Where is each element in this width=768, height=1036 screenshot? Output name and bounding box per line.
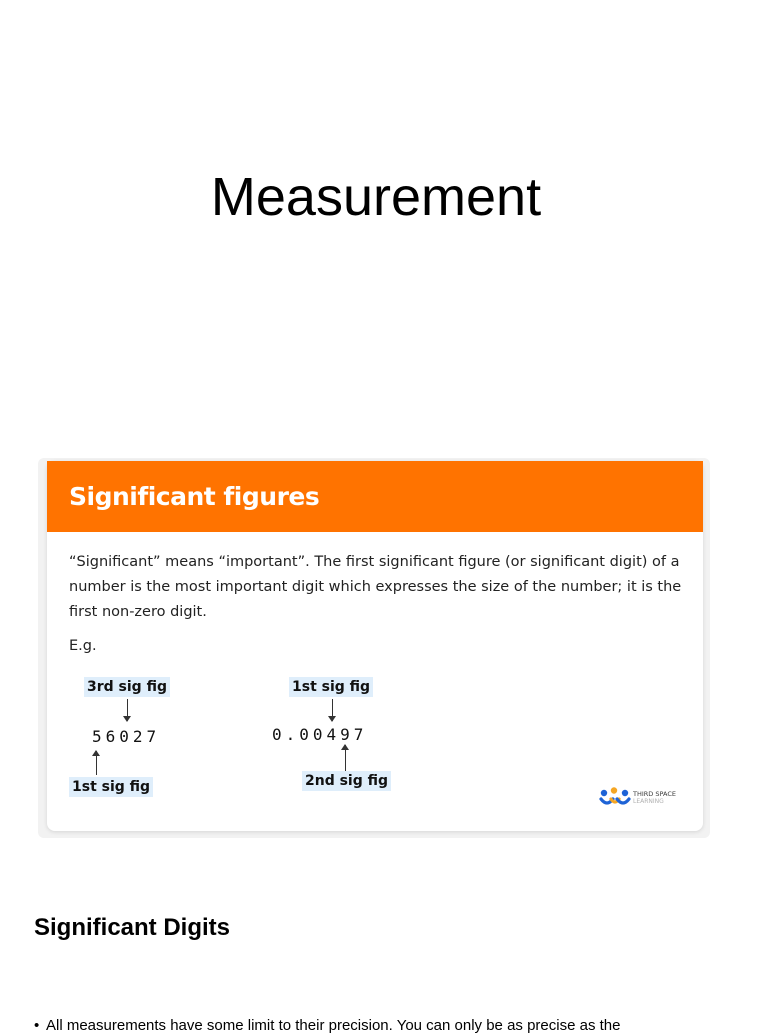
up-arrow-icon (96, 751, 97, 775)
bullet-item (34, 1016, 734, 1036)
down-arrow-icon (127, 699, 128, 721)
bullet-text: All measurements have some limit to their precision. You can only be as precise as the (46, 1017, 621, 1034)
significant-figures-card (47, 461, 703, 831)
third-space-learning-logo (599, 787, 689, 811)
card-title: Significant figures (69, 482, 320, 511)
example2-top-label: 1st sig fig (289, 677, 373, 697)
page-title: Measurement (210, 167, 542, 227)
card-description: “Significant” means “important”. The first significant figure (or significant digit) of a number is the most important digit which expresses the size of the number; it is the first non-zero digit. (69, 554, 682, 620)
section-heading: Significant Digits (34, 914, 231, 941)
example1-bottom-label: 1st sig fig (69, 777, 153, 797)
up-arrow-icon (345, 745, 346, 771)
logo-mark-icon (599, 787, 631, 809)
example1-number: 56027 (92, 727, 161, 746)
bullet-dot: • (34, 1017, 40, 1034)
example-label: E.g. (69, 638, 97, 654)
example2-number: 0.00497 (272, 725, 368, 744)
card-header (47, 461, 703, 532)
logo-text-line2: LEARNING (633, 798, 664, 805)
logo-text-line1: THIRD SPACE (633, 790, 676, 798)
example2-bottom-label: 2nd sig fig (302, 771, 391, 791)
example1-top-label: 3rd sig fig (84, 677, 170, 697)
down-arrow-icon (332, 699, 333, 721)
